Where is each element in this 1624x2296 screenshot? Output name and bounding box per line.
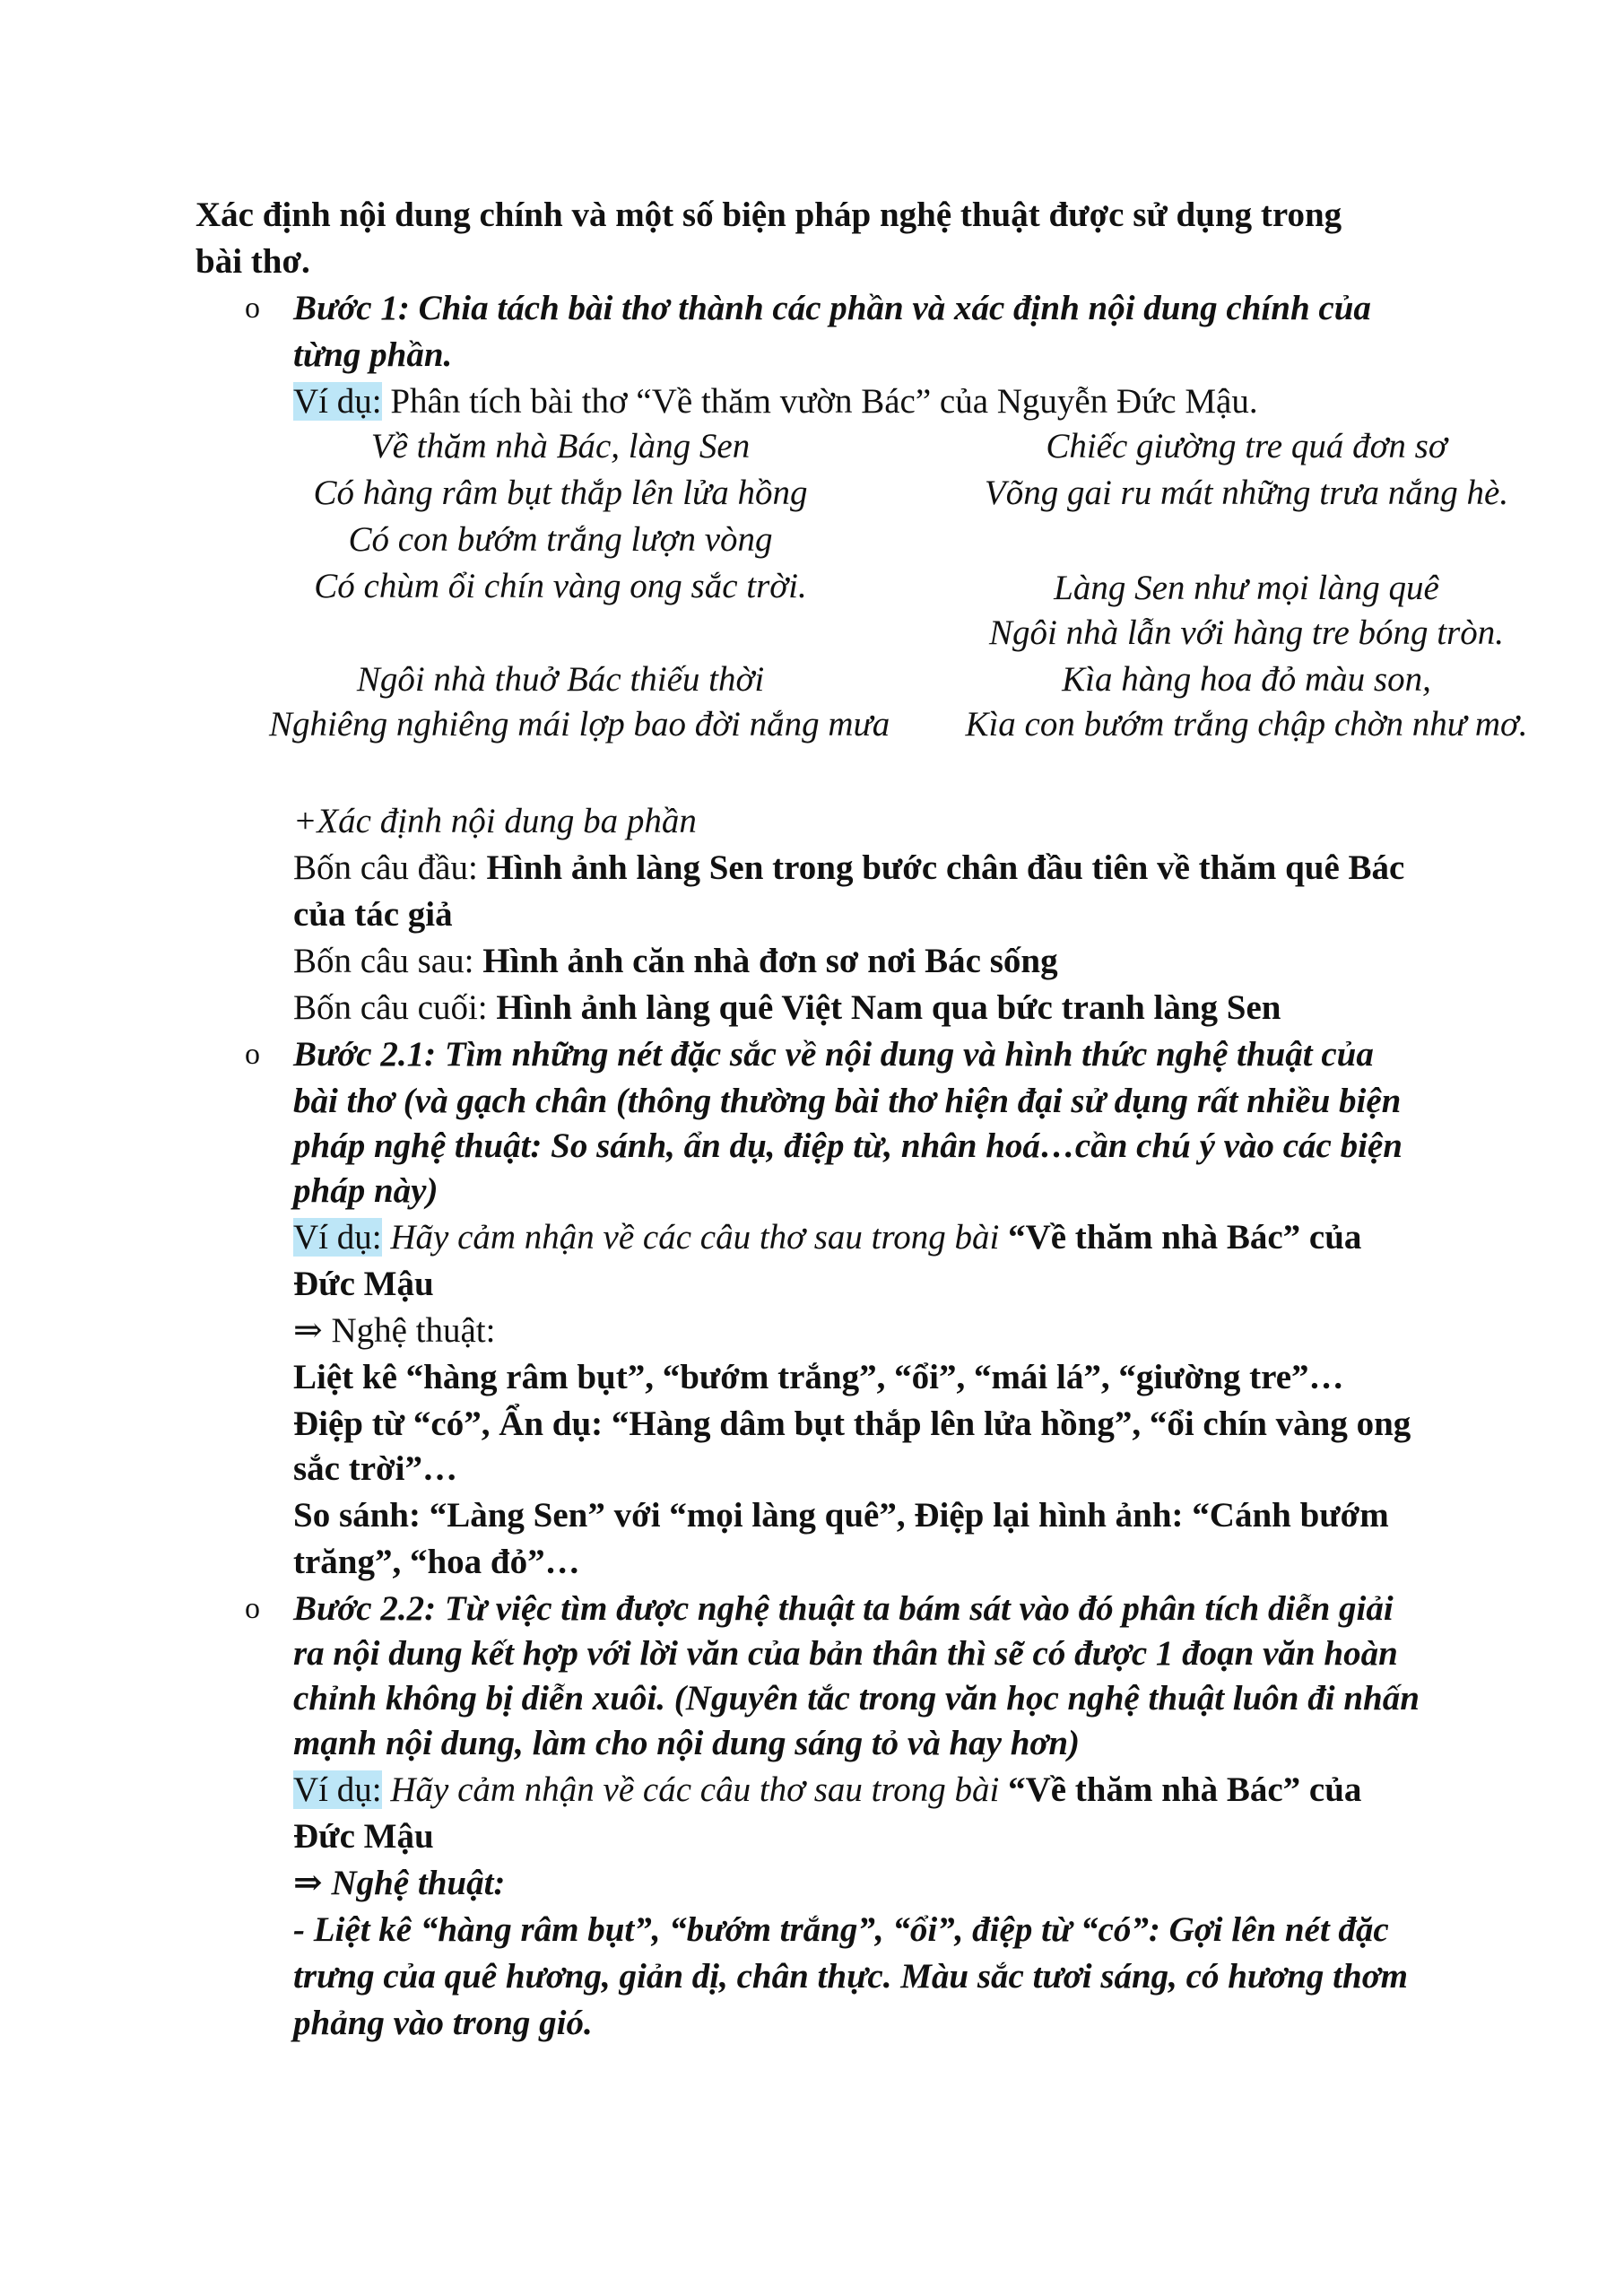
step-1-line-1: Bước 1: Chia tách bài thơ thành các phần và xác định nội dung chính của	[293, 289, 1371, 327]
step-2-1-art-2: Điệp từ “có”, Ẩn dụ: “Hàng dâm bụt thắp lên lửa hồng”, “ổi chín vàng ong	[293, 1405, 1411, 1443]
step-2-2-analysis-2: trưng của quê hương, giản dị, chân thực. Màu sắc tươi sáng, có hương thơm	[293, 1957, 1408, 1996]
poem-left-line-2: Có hàng râm bụt thắp lên lửa hồng	[313, 474, 808, 512]
example-label-highlight: Ví dụ:	[293, 1770, 382, 1809]
poem-left-line-4: Có chùm ổi chín vàng ong sắc trời.	[314, 567, 807, 605]
step-1-line-2: từng phần.	[293, 335, 453, 374]
step-2-1-example	[293, 1214, 1361, 1261]
step-2-1-art-1: Liệt kê “hàng râm bụt”, “bướm trắng”, “ổi”, “mái lá”, “giường tre”…	[293, 1358, 1344, 1396]
step-2-2-art-label: Nghệ thuật:	[322, 1864, 506, 1902]
step-2-2-art-heading	[293, 1860, 505, 1907]
parts-heading: +Xác định nội dung ba phần	[293, 802, 697, 840]
poem-right-line-2: Võng gai ru mát những trưa nắng hè.	[984, 474, 1509, 512]
part-3-label: Bốn câu cuối:	[293, 988, 497, 1027]
step-2-2-line-4: mạnh nội dung, làm cho nội dung sáng tỏ và hay hơn)	[293, 1724, 1081, 1762]
step-2-2-example	[293, 1767, 1361, 1813]
bullet-step-2-2: o	[245, 1592, 260, 1625]
bullet-step-2-1: o	[245, 1038, 260, 1071]
step-2-2-example-text: Hãy cảm nhận về các câu thơ sau trong bài	[381, 1770, 1009, 1809]
implies-arrow-icon: ⇒	[293, 1311, 323, 1350]
example-label-highlight: Ví dụ:	[293, 1218, 382, 1257]
step-2-1-art-3: So sánh: “Làng Sen” với “mọi làng quê”, Điệp lại hình ảnh: “Cánh bướm	[293, 1496, 1389, 1535]
step-2-1-line-3: pháp nghệ thuật: So sánh, ẩn dụ, điệp từ, nhân hoá…cần chú ý vào các biện	[293, 1126, 1403, 1165]
step-2-2-line-1: Bước 2.2: Từ việc tìm được nghệ thuật ta bám sát vào đó phân tích diễn giải	[293, 1589, 1394, 1628]
step-1-example-text: Phân tích bài thơ “Về thăm vườn Bác” của Nguyễn Đức Mậu.	[381, 382, 1258, 421]
example-label-highlight: Ví dụ:	[293, 382, 382, 421]
step-2-2-line-3: chỉnh không bị diễn xuôi. (Nguyên tắc trong văn học nghệ thuật luôn đi nhấn	[293, 1679, 1420, 1718]
part-1-text: Hình ảnh làng Sen trong bước chân đầu tiên về thăm quê Bác	[486, 848, 1405, 887]
part-2-text: Hình ảnh căn nhà đơn sơ nơi Bác sống	[482, 942, 1058, 980]
part-3-text: Hình ảnh làng quê Việt Nam qua bức tranh làng Sen	[496, 988, 1281, 1027]
part-1-label: Bốn câu đầu:	[293, 848, 487, 887]
poem-right-line-7: Kìa con bướm trắng chập chờn như mơ.	[965, 705, 1528, 744]
step-2-1-art-label: Nghệ thuật:	[322, 1311, 496, 1350]
step-2-1-line-2: bài thơ (và gạch chân (thông thường bài thơ hiện đại sử dụng rất nhiều biện	[293, 1082, 1402, 1120]
step-2-2-example-author: Đức Mậu	[293, 1817, 434, 1856]
step-2-2-example-title: “Về thăm nhà Bác” của	[1008, 1770, 1362, 1809]
step-2-1-example-author: Đức Mậu	[293, 1265, 434, 1303]
title-line-2: bài thơ.	[195, 242, 310, 281]
poem-left-line-3: Có con bướm trắng lượn vòng	[348, 520, 773, 559]
poem-left-line-7: Nghiêng nghiêng mái lợp bao đời nắng mưa	[269, 705, 890, 744]
step-2-1-art-heading	[293, 1308, 495, 1354]
step-2-1-art-3-cont: trăng”, “hoa đỏ”…	[293, 1543, 580, 1581]
step-2-1-example-text: Hãy cảm nhận về các câu thơ sau trong bài	[381, 1218, 1009, 1257]
step-1-example	[293, 378, 1258, 425]
step-2-1-example-title: “Về thăm nhà Bác” của	[1008, 1218, 1362, 1257]
part-2-label: Bốn câu sau:	[293, 942, 483, 980]
part-1-text-cont: của tác giả	[293, 895, 453, 934]
title-line-1: Xác định nội dung chính và một số biện pháp nghệ thuật được sử dụng trong	[195, 196, 1342, 234]
poem-left-line-6: Ngôi nhà thuở Bác thiếu thời	[356, 660, 765, 699]
part-2	[293, 938, 1058, 985]
poem-right-line-6: Kìa hàng hoa đỏ màu son,	[1062, 660, 1431, 699]
step-2-1-line-4: pháp này)	[293, 1171, 439, 1210]
poem-right-line-1: Chiếc giường tre quá đơn sơ	[1046, 427, 1447, 465]
poem-right-line-5: Ngôi nhà lẫn với hàng tre bóng tròn.	[988, 613, 1505, 652]
poem-left-line-1: Về thăm nhà Bác, làng Sen	[370, 427, 751, 465]
implies-arrow-icon: ⇒	[293, 1864, 323, 1902]
bullet-step-1: o	[245, 291, 260, 325]
part-1	[293, 845, 1404, 891]
step-2-2-analysis-1: - Liệt kê “hàng râm bụt”, “bướm trắng”, “ổi”, điệp từ “có”: Gợi lên nét đặc	[293, 1910, 1389, 1949]
poem-right-line-4: Làng Sen như mọi làng quê	[1054, 569, 1439, 607]
step-2-2-line-2: ra nội dung kết hợp với lời văn của bản thân thì sẽ có được 1 đoạn văn hoàn	[293, 1634, 1398, 1673]
step-2-1-art-2-cont: sắc trời”…	[293, 1449, 457, 1488]
step-2-1-line-1: Bước 2.1: Tìm những nét đặc sắc về nội dung và hình thức nghệ thuật của	[293, 1035, 1374, 1074]
part-3	[293, 985, 1281, 1031]
step-2-2-analysis-3: phảng vào trong gió.	[293, 2004, 593, 2042]
